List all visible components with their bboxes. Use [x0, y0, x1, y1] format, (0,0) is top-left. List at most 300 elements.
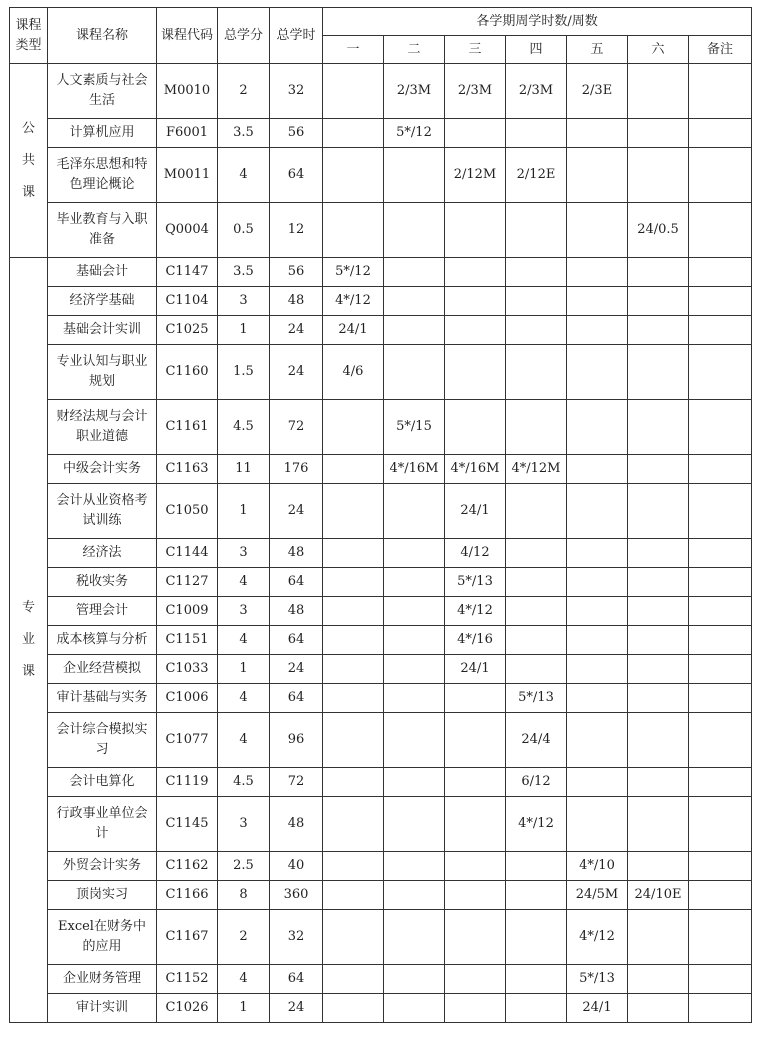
- semester-4-cell: [506, 910, 567, 965]
- semester-1-cell: [323, 910, 384, 965]
- course-name-cell: 企业经营模拟: [48, 655, 157, 684]
- credits-cell: 3.5: [218, 119, 270, 148]
- table-row: [10, 568, 752, 597]
- semester-6-cell: [628, 910, 689, 965]
- semester-4-cell: [506, 258, 567, 287]
- semester-1-cell: [323, 768, 384, 797]
- semester-6-cell: [628, 965, 689, 994]
- remarks-cell: [689, 597, 752, 626]
- semester-5-cell: [567, 400, 628, 455]
- remarks-cell: [689, 881, 752, 910]
- semester-5-cell: [567, 597, 628, 626]
- course-code-cell: C1006: [157, 684, 218, 713]
- semester-2-cell: [384, 568, 445, 597]
- hours-cell: 48: [270, 797, 323, 852]
- semester-1-cell: [323, 203, 384, 258]
- table-row: [10, 626, 752, 655]
- semester-6-cell: [628, 655, 689, 684]
- hours-cell: 64: [270, 684, 323, 713]
- semester-5-cell: [567, 203, 628, 258]
- header-semester-4: 四: [506, 36, 567, 64]
- header-course-code: 课程代码: [157, 8, 218, 64]
- semester-3-cell: 4*/16M: [445, 455, 506, 484]
- semester-1-cell: [323, 455, 384, 484]
- course-name-cell: 毛泽东思想和特色理论概论: [48, 148, 157, 203]
- table-row: [10, 455, 752, 484]
- semester-2-cell: 5*/15: [384, 400, 445, 455]
- semester-3-cell: 4*/12: [445, 597, 506, 626]
- table-row: [10, 400, 752, 455]
- credits-cell: 4: [218, 713, 270, 768]
- semester-3-cell: [445, 910, 506, 965]
- semester-6-cell: [628, 768, 689, 797]
- remarks-cell: [689, 568, 752, 597]
- hours-cell: 24: [270, 655, 323, 684]
- semester-1-cell: 4*/12: [323, 287, 384, 316]
- semester-2-cell: 4*/16M: [384, 455, 445, 484]
- course-code-cell: C1050: [157, 484, 218, 539]
- table-row: [10, 768, 752, 797]
- course-name-cell: 审计基础与实务: [48, 684, 157, 713]
- semester-2-cell: [384, 484, 445, 539]
- hours-cell: 64: [270, 626, 323, 655]
- semester-3-cell: [445, 203, 506, 258]
- semester-2-cell: [384, 316, 445, 345]
- remarks-cell: [689, 484, 752, 539]
- semester-4-cell: [506, 994, 567, 1023]
- semester-6-cell: [628, 539, 689, 568]
- semester-5-cell: [567, 455, 628, 484]
- hours-cell: 24: [270, 345, 323, 400]
- curriculum-table: [9, 7, 752, 1023]
- semester-5-cell: 4*/10: [567, 852, 628, 881]
- course-name-cell: 会计电算化: [48, 768, 157, 797]
- semester-3-cell: 2/3M: [445, 64, 506, 119]
- table-row: [10, 684, 752, 713]
- table-row: [10, 910, 752, 965]
- credits-cell: 1: [218, 994, 270, 1023]
- table-header: [10, 8, 752, 64]
- hours-cell: 48: [270, 597, 323, 626]
- semester-1-cell: [323, 597, 384, 626]
- semester-4-cell: [506, 400, 567, 455]
- table-row: [10, 797, 752, 852]
- course-code-cell: C1151: [157, 626, 218, 655]
- semester-5-cell: [567, 684, 628, 713]
- credits-cell: 3: [218, 797, 270, 852]
- semester-6-cell: [628, 568, 689, 597]
- semester-2-cell: [384, 852, 445, 881]
- course-code-cell: C1033: [157, 655, 218, 684]
- course-code-cell: C1025: [157, 316, 218, 345]
- semester-6-cell: [628, 626, 689, 655]
- semester-5-cell: [567, 797, 628, 852]
- semester-2-cell: [384, 655, 445, 684]
- semester-2-cell: [384, 597, 445, 626]
- header-total-hours: 总学时: [270, 8, 323, 64]
- course-code-cell: M0010: [157, 64, 218, 119]
- course-code-cell: F6001: [157, 119, 218, 148]
- semester-5-cell: [567, 539, 628, 568]
- hours-cell: 12: [270, 203, 323, 258]
- course-code-cell: C1127: [157, 568, 218, 597]
- credits-cell: 11: [218, 455, 270, 484]
- semester-6-cell: [628, 400, 689, 455]
- header-semester-group: 各学期周学时数/周数: [323, 8, 752, 36]
- semester-1-cell: 24/1: [323, 316, 384, 345]
- semester-4-cell: 24/4: [506, 713, 567, 768]
- semester-4-cell: 2/12E: [506, 148, 567, 203]
- table-row: [10, 484, 752, 539]
- course-name-cell: 外贸会计实务: [48, 852, 157, 881]
- semester-1-cell: [323, 655, 384, 684]
- remarks-cell: [689, 994, 752, 1023]
- course-type-cell: 专 业 课: [10, 258, 48, 1023]
- course-name-cell: 成本核算与分析: [48, 626, 157, 655]
- table-row: [10, 994, 752, 1023]
- header-semester-6: 六: [628, 36, 689, 64]
- semester-3-cell: [445, 994, 506, 1023]
- remarks-cell: [689, 626, 752, 655]
- hours-cell: 40: [270, 852, 323, 881]
- semester-4-cell: [506, 316, 567, 345]
- header-semester-2: 二: [384, 36, 445, 64]
- semester-4-cell: 4*/12M: [506, 455, 567, 484]
- table-row: [10, 258, 752, 287]
- semester-5-cell: [567, 316, 628, 345]
- remarks-cell: [689, 119, 752, 148]
- table-row: [10, 148, 752, 203]
- semester-4-cell: [506, 626, 567, 655]
- hours-cell: 360: [270, 881, 323, 910]
- credits-cell: 3: [218, 597, 270, 626]
- course-name-cell: 中级会计实务: [48, 455, 157, 484]
- semester-2-cell: [384, 768, 445, 797]
- semester-5-cell: [567, 484, 628, 539]
- semester-6-cell: [628, 119, 689, 148]
- semester-6-cell: [628, 287, 689, 316]
- credits-cell: 1.5: [218, 345, 270, 400]
- semester-4-cell: [506, 119, 567, 148]
- course-name-cell: 计算机应用: [48, 119, 157, 148]
- semester-4-cell: [506, 655, 567, 684]
- course-name-cell: Excel在财务中的应用: [48, 910, 157, 965]
- semester-5-cell: 2/3E: [567, 64, 628, 119]
- semester-2-cell: 5*/12: [384, 119, 445, 148]
- semester-1-cell: [323, 568, 384, 597]
- semester-3-cell: [445, 345, 506, 400]
- remarks-cell: [689, 539, 752, 568]
- course-code-cell: Q0004: [157, 203, 218, 258]
- semester-4-cell: [506, 852, 567, 881]
- semester-3-cell: [445, 852, 506, 881]
- remarks-cell: [689, 910, 752, 965]
- header-semester-3: 三: [445, 36, 506, 64]
- header-course-name: 课程名称: [48, 8, 157, 64]
- hours-cell: 48: [270, 539, 323, 568]
- semester-6-cell: [628, 797, 689, 852]
- table-row: [10, 345, 752, 400]
- semester-3-cell: [445, 400, 506, 455]
- table-row: [10, 316, 752, 345]
- credits-cell: 4.5: [218, 400, 270, 455]
- semester-5-cell: [567, 345, 628, 400]
- course-name-cell: 审计实训: [48, 994, 157, 1023]
- semester-6-cell: [628, 64, 689, 119]
- course-name-cell: 经济学基础: [48, 287, 157, 316]
- semester-1-cell: [323, 119, 384, 148]
- course-name-cell: 基础会计实训: [48, 316, 157, 345]
- semester-3-cell: [445, 881, 506, 910]
- semester-5-cell: [567, 258, 628, 287]
- hours-cell: 72: [270, 400, 323, 455]
- semester-1-cell: [323, 400, 384, 455]
- course-code-cell: C1009: [157, 597, 218, 626]
- semester-5-cell: 24/5M: [567, 881, 628, 910]
- course-name-cell: 财经法规与会计职业道德: [48, 400, 157, 455]
- semester-4-cell: [506, 203, 567, 258]
- semester-3-cell: [445, 768, 506, 797]
- semester-6-cell: [628, 148, 689, 203]
- semester-1-cell: [323, 484, 384, 539]
- hours-cell: 24: [270, 484, 323, 539]
- course-name-cell: 会计综合模拟实习: [48, 713, 157, 768]
- semester-1-cell: [323, 539, 384, 568]
- hours-cell: 72: [270, 768, 323, 797]
- semester-5-cell: 5*/13: [567, 965, 628, 994]
- credits-cell: 1: [218, 484, 270, 539]
- semester-2-cell: [384, 881, 445, 910]
- semester-6-cell: [628, 994, 689, 1023]
- course-code-cell: M0011: [157, 148, 218, 203]
- semester-5-cell: [567, 626, 628, 655]
- remarks-cell: [689, 258, 752, 287]
- credits-cell: 8: [218, 881, 270, 910]
- semester-1-cell: [323, 965, 384, 994]
- semester-1-cell: [323, 713, 384, 768]
- course-code-cell: C1163: [157, 455, 218, 484]
- credits-cell: 4: [218, 965, 270, 994]
- hours-cell: 24: [270, 994, 323, 1023]
- course-name-cell: 顶岗实习: [48, 881, 157, 910]
- credits-cell: 4: [218, 626, 270, 655]
- semester-5-cell: [567, 287, 628, 316]
- course-name-cell: 人文素质与社会生活: [48, 64, 157, 119]
- semester-6-cell: 24/10E: [628, 881, 689, 910]
- semester-3-cell: [445, 797, 506, 852]
- credits-cell: 1: [218, 316, 270, 345]
- semester-3-cell: [445, 684, 506, 713]
- credits-cell: 2: [218, 64, 270, 119]
- course-name-cell: 会计从业资格考试训练: [48, 484, 157, 539]
- table-row: [10, 965, 752, 994]
- course-name-cell: 企业财务管理: [48, 965, 157, 994]
- credits-cell: 2: [218, 910, 270, 965]
- semester-4-cell: [506, 345, 567, 400]
- semester-5-cell: [567, 655, 628, 684]
- semester-5-cell: [567, 148, 628, 203]
- remarks-cell: [689, 852, 752, 881]
- course-code-cell: C1167: [157, 910, 218, 965]
- semester-3-cell: 24/1: [445, 655, 506, 684]
- semester-2-cell: [384, 684, 445, 713]
- semester-3-cell: [445, 287, 506, 316]
- credits-cell: 4: [218, 148, 270, 203]
- semester-4-cell: [506, 287, 567, 316]
- semester-4-cell: [506, 539, 567, 568]
- remarks-cell: [689, 684, 752, 713]
- semester-1-cell: 4/6: [323, 345, 384, 400]
- semester-3-cell: [445, 119, 506, 148]
- table-row: [10, 119, 752, 148]
- hours-cell: 64: [270, 965, 323, 994]
- credits-cell: 3: [218, 539, 270, 568]
- hours-cell: 64: [270, 568, 323, 597]
- semester-5-cell: [567, 768, 628, 797]
- course-name-cell: 行政事业单位会计: [48, 797, 157, 852]
- remarks-cell: [689, 148, 752, 203]
- semester-4-cell: [506, 597, 567, 626]
- credits-cell: 3.5: [218, 258, 270, 287]
- course-name-cell: 基础会计: [48, 258, 157, 287]
- semester-1-cell: [323, 881, 384, 910]
- semester-6-cell: [628, 316, 689, 345]
- semester-3-cell: [445, 713, 506, 768]
- course-code-cell: C1166: [157, 881, 218, 910]
- semester-6-cell: 24/0.5: [628, 203, 689, 258]
- semester-4-cell: [506, 568, 567, 597]
- semester-6-cell: [628, 597, 689, 626]
- semester-4-cell: 5*/13: [506, 684, 567, 713]
- semester-1-cell: [323, 684, 384, 713]
- semester-4-cell: [506, 881, 567, 910]
- remarks-cell: [689, 400, 752, 455]
- semester-3-cell: 24/1: [445, 484, 506, 539]
- semester-1-cell: [323, 994, 384, 1023]
- semester-2-cell: [384, 287, 445, 316]
- semester-2-cell: [384, 626, 445, 655]
- remarks-cell: [689, 316, 752, 345]
- course-code-cell: C1104: [157, 287, 218, 316]
- semester-5-cell: 24/1: [567, 994, 628, 1023]
- table-row: [10, 881, 752, 910]
- semester-4-cell: 2/3M: [506, 64, 567, 119]
- table-row: [10, 597, 752, 626]
- semester-6-cell: [628, 713, 689, 768]
- semester-4-cell: [506, 965, 567, 994]
- course-code-cell: C1161: [157, 400, 218, 455]
- header-total-credits: 总学分: [218, 8, 270, 64]
- semester-6-cell: [628, 455, 689, 484]
- table-row: [10, 655, 752, 684]
- remarks-cell: [689, 768, 752, 797]
- semester-5-cell: [567, 119, 628, 148]
- header-course-type: 课程类型: [10, 8, 48, 64]
- semester-2-cell: [384, 345, 445, 400]
- course-code-cell: C1152: [157, 965, 218, 994]
- course-code-cell: C1160: [157, 345, 218, 400]
- header-semester-1: 一: [323, 36, 384, 64]
- course-code-cell: C1026: [157, 994, 218, 1023]
- curriculum-table-wrapper: [9, 7, 752, 1023]
- semester-2-cell: [384, 910, 445, 965]
- header-semester-5: 五: [567, 36, 628, 64]
- remarks-cell: [689, 203, 752, 258]
- semester-5-cell: [567, 713, 628, 768]
- semester-2-cell: 2/3M: [384, 64, 445, 119]
- semester-3-cell: [445, 965, 506, 994]
- course-name-cell: 专业认知与职业规划: [48, 345, 157, 400]
- table-body: [10, 64, 752, 1023]
- semester-1-cell: [323, 797, 384, 852]
- remarks-cell: [689, 797, 752, 852]
- semester-3-cell: 2/12M: [445, 148, 506, 203]
- course-code-cell: C1119: [157, 768, 218, 797]
- remarks-cell: [689, 345, 752, 400]
- semester-3-cell: [445, 258, 506, 287]
- table-row: [10, 203, 752, 258]
- table-row: [10, 287, 752, 316]
- semester-6-cell: [628, 258, 689, 287]
- semester-3-cell: 5*/13: [445, 568, 506, 597]
- semester-3-cell: [445, 316, 506, 345]
- course-code-cell: C1144: [157, 539, 218, 568]
- table-row: [10, 852, 752, 881]
- credits-cell: 1: [218, 655, 270, 684]
- course-code-cell: C1077: [157, 713, 218, 768]
- course-type-cell: 公 共 课: [10, 64, 48, 258]
- course-name-cell: 经济法: [48, 539, 157, 568]
- semester-1-cell: [323, 64, 384, 119]
- remarks-cell: [689, 287, 752, 316]
- semester-1-cell: [323, 148, 384, 203]
- semester-6-cell: [628, 484, 689, 539]
- header-remarks: 备注: [689, 36, 752, 64]
- semester-4-cell: 4*/12: [506, 797, 567, 852]
- table-row: [10, 64, 752, 119]
- hours-cell: 32: [270, 64, 323, 119]
- credits-cell: 4.5: [218, 768, 270, 797]
- semester-2-cell: [384, 539, 445, 568]
- course-name-cell: 税收实务: [48, 568, 157, 597]
- credits-cell: 2.5: [218, 852, 270, 881]
- semester-2-cell: [384, 148, 445, 203]
- semester-1-cell: [323, 852, 384, 881]
- remarks-cell: [689, 455, 752, 484]
- course-code-cell: C1162: [157, 852, 218, 881]
- hours-cell: 56: [270, 119, 323, 148]
- semester-2-cell: [384, 713, 445, 768]
- credits-cell: 0.5: [218, 203, 270, 258]
- hours-cell: 96: [270, 713, 323, 768]
- table-row: [10, 713, 752, 768]
- semester-2-cell: [384, 994, 445, 1023]
- semester-2-cell: [384, 258, 445, 287]
- course-code-cell: C1147: [157, 258, 218, 287]
- hours-cell: 64: [270, 148, 323, 203]
- hours-cell: 56: [270, 258, 323, 287]
- semester-6-cell: [628, 684, 689, 713]
- semester-3-cell: 4/12: [445, 539, 506, 568]
- semester-2-cell: [384, 965, 445, 994]
- semester-4-cell: [506, 484, 567, 539]
- table-row: [10, 539, 752, 568]
- semester-1-cell: 5*/12: [323, 258, 384, 287]
- semester-5-cell: 4*/12: [567, 910, 628, 965]
- course-name-cell: 毕业教育与入职准备: [48, 203, 157, 258]
- semester-1-cell: [323, 626, 384, 655]
- semester-2-cell: [384, 797, 445, 852]
